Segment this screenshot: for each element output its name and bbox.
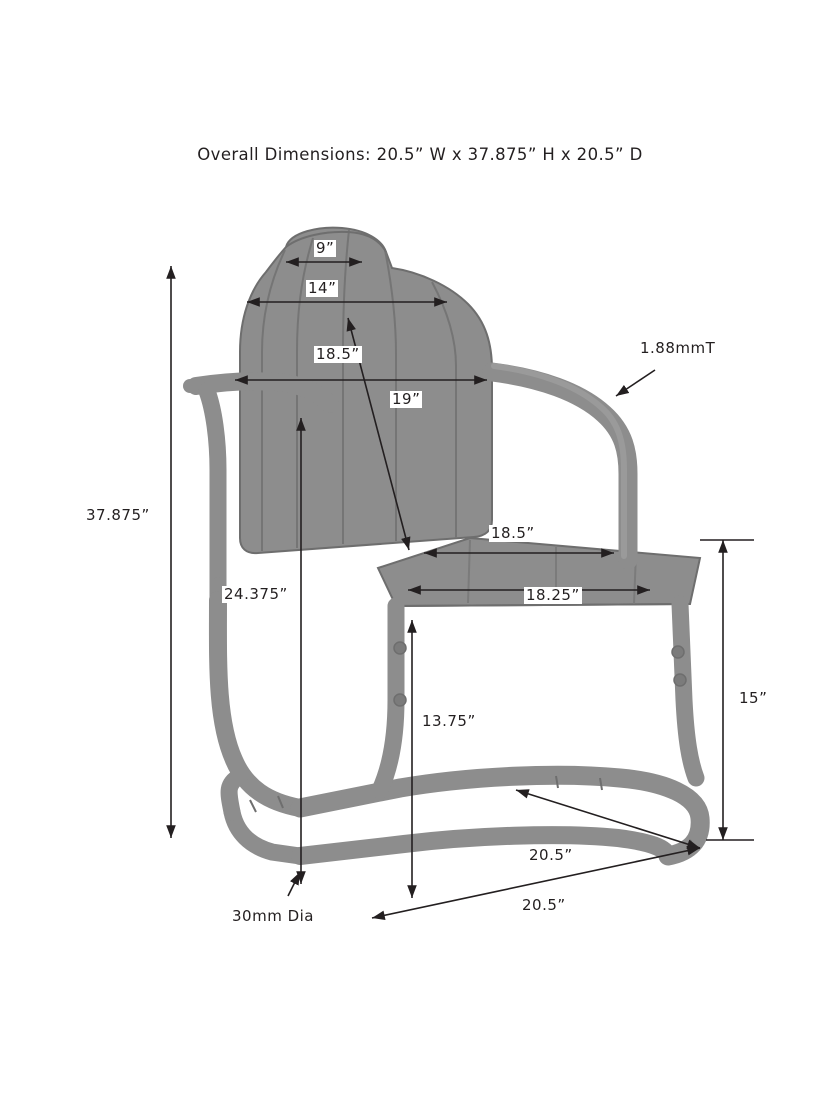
chair-base-left-loop bbox=[229, 776, 240, 812]
dim-label-material-thickness: 1.88mmT bbox=[640, 339, 716, 357]
chair-illustration bbox=[190, 228, 700, 856]
dim-label-back-upper-width: 14” bbox=[308, 279, 337, 297]
page-title: Overall Dimensions: 20.5” W x 37.875” H x 20.5” D bbox=[197, 145, 643, 164]
dim-label-base-width: 20.5” bbox=[522, 896, 566, 914]
dim-label-back-top-width: 9” bbox=[316, 239, 335, 257]
bolt-left-lower bbox=[394, 694, 406, 706]
dim-label-tube-diameter: 30mm Dia bbox=[232, 907, 314, 925]
dim-leader-tube-diameter bbox=[288, 872, 300, 896]
bolt-right-upper bbox=[672, 646, 684, 658]
bolt-left-upper bbox=[394, 642, 406, 654]
chair-arm-left-down bbox=[207, 391, 218, 586]
dim-label-seat-width: 18.5” bbox=[491, 524, 535, 542]
dim-label-back-diagonal: 19” bbox=[392, 390, 421, 408]
dim-label-back-height: 24.375” bbox=[224, 585, 288, 603]
bolt-right-lower bbox=[674, 674, 686, 686]
chair-leg-rear-right bbox=[680, 604, 696, 778]
dim-label-base-depth: 20.5” bbox=[529, 846, 573, 864]
dim-label-overall-height: 37.875” bbox=[86, 506, 150, 524]
dim-label-back-mid-width: 18.5” bbox=[316, 345, 360, 363]
chair-base-left-foot bbox=[232, 812, 300, 856]
chair-base-front-lower bbox=[300, 835, 668, 856]
dim-label-arm-height: 15” bbox=[739, 689, 768, 707]
dim-leader-material-thickness bbox=[616, 370, 655, 396]
dim-label-seat-depth: 18.25” bbox=[526, 586, 580, 604]
foot-cap-left-a bbox=[250, 800, 256, 812]
dim-label-seat-height: 13.75” bbox=[422, 712, 476, 730]
